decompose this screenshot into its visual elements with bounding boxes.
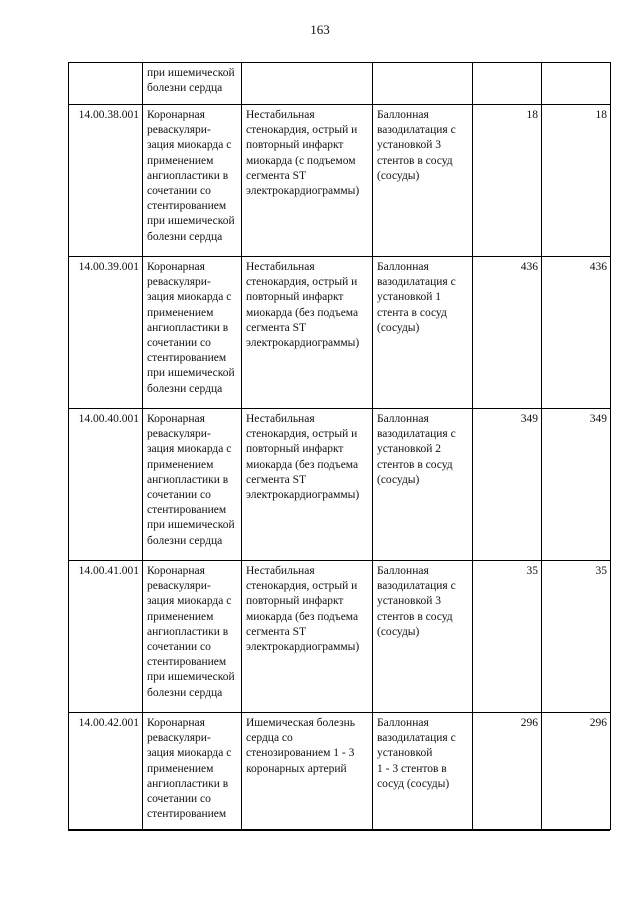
table-row — [69, 561, 611, 713]
service-name-line: болезни сердца — [147, 382, 223, 395]
diagnosis-line: повторный инфаркт — [246, 291, 344, 304]
treatment-method — [373, 409, 473, 561]
diagnosis-line: повторный инфаркт — [246, 595, 344, 608]
service-name — [143, 63, 242, 105]
service-name-line: при ишемической — [147, 67, 235, 79]
volume-value: 349 — [473, 409, 542, 561]
service-name — [143, 409, 242, 561]
service-name-line: реваскуляри- — [147, 732, 211, 745]
service-code: 14.00.38.001 — [69, 105, 143, 257]
service-name — [143, 713, 242, 830]
table-bottom-border — [68, 830, 610, 831]
diagnosis-line: повторный инфаркт — [246, 443, 344, 456]
service-name — [143, 257, 242, 409]
diagnosis-line: Нестабильная — [246, 413, 315, 425]
treatment-method-line: (сосуды) — [377, 169, 420, 182]
service-name-line: стентированием — [147, 808, 227, 821]
volume-total: 349 — [542, 409, 611, 561]
diagnosis-line: электрокардиограммы) — [246, 489, 360, 502]
treatment-method-line: установкой 3 — [377, 139, 441, 152]
diagnosis — [242, 713, 373, 830]
service-name-line: реваскуляри- — [147, 580, 211, 593]
diagnosis-line: Нестабильная — [246, 109, 315, 121]
service-name-line: Коронарная — [147, 565, 205, 577]
treatment-method-line: Баллонная — [377, 717, 429, 729]
service-name-line: болезни сердца — [147, 230, 223, 243]
service-code: 14.00.39.001 — [69, 257, 143, 409]
diagnosis-line: сегмента ST — [246, 169, 307, 182]
table-row — [69, 409, 611, 561]
diagnosis — [242, 63, 373, 105]
diagnosis-line: миокарда (без подъема — [246, 458, 359, 471]
volume-value: 436 — [473, 257, 542, 409]
diagnosis-line: стенокардия, острый и — [246, 428, 358, 441]
service-name-line: применением — [147, 762, 214, 775]
service-name-line: ангиопластики в — [147, 777, 229, 790]
service-name-line: стентированием — [147, 200, 227, 213]
service-name-line: сочетании со — [147, 641, 211, 654]
service-name-line: стентированием — [147, 504, 227, 517]
service-name-line: болезни сердца — [147, 82, 223, 95]
treatment-method-line: Баллонная — [377, 109, 429, 121]
volume-total: 18 — [542, 105, 611, 257]
volume-value — [473, 63, 542, 105]
treatment-method-line: установкой 3 — [377, 595, 441, 608]
service-name-line: стентированием — [147, 656, 227, 669]
service-name-line: зация миокарда с — [147, 291, 232, 304]
diagnosis-line: коронарных артерий — [246, 762, 347, 775]
service-name-line: при ишемической — [147, 215, 235, 228]
treatment-method-line: 1 - 3 стентов в — [377, 762, 447, 775]
service-name-line: болезни сердца — [147, 686, 223, 699]
service-name-line: реваскуляри- — [147, 124, 211, 137]
diagnosis-line: электрокардиограммы) — [246, 337, 360, 350]
treatment-method-line: стентов в сосуд — [377, 610, 453, 623]
treatment-method-line: вазодилатация с — [377, 428, 456, 441]
diagnosis-line: стенозированием 1 - 3 — [246, 747, 355, 760]
service-name-line: применением — [147, 154, 214, 167]
diagnosis-line: Нестабильная — [246, 261, 315, 273]
treatment-method-line: установкой — [377, 747, 433, 760]
service-name-line: Коронарная — [147, 413, 205, 425]
service-name-line: при ишемической — [147, 671, 235, 684]
treatment-method-line: установкой 1 — [377, 291, 441, 304]
treatment-method — [373, 561, 473, 713]
diagnosis — [242, 409, 373, 561]
diagnosis-line: миокарда (с подъемом — [246, 154, 356, 167]
service-name-line: Коронарная — [147, 261, 205, 273]
diagnosis-line: миокарда (без подъема — [246, 610, 359, 623]
diagnosis-line: миокарда (без подъема — [246, 306, 359, 319]
treatment-method-line: (сосуды) — [377, 321, 420, 334]
treatment-method-line: сосуд (сосуды) — [377, 777, 450, 790]
service-name-line: сочетании со — [147, 185, 211, 198]
service-name-line: ангиопластики в — [147, 321, 229, 334]
treatment-method-line: (сосуды) — [377, 625, 420, 638]
service-name-line: при ишемической — [147, 367, 235, 380]
treatment-method-line: установкой 2 — [377, 443, 441, 456]
diagnosis — [242, 561, 373, 713]
service-name-line: применением — [147, 306, 214, 319]
volume-total: 296 — [542, 713, 611, 830]
treatment-method-line: Баллонная — [377, 565, 429, 577]
service-name-line: болезни сердца — [147, 534, 223, 547]
diagnosis-line: Нестабильная — [246, 565, 315, 577]
diagnosis-line: стенокардия, острый и — [246, 124, 358, 137]
diagnosis-line: электрокардиограммы) — [246, 641, 360, 654]
diagnosis-line: сердца со — [246, 732, 293, 745]
treatment-method-line: вазодилатация с — [377, 124, 456, 137]
service-name-line: реваскуляри- — [147, 276, 211, 289]
diagnosis-line: сегмента ST — [246, 625, 307, 638]
diagnosis-line: электрокардиограммы) — [246, 185, 360, 198]
treatment-method — [373, 257, 473, 409]
service-code: 14.00.42.001 — [69, 713, 143, 830]
service-name-line: Коронарная — [147, 109, 205, 121]
diagnosis — [242, 105, 373, 257]
service-name-line: ангиопластики в — [147, 169, 229, 182]
treatment-method-line: Баллонная — [377, 261, 429, 273]
diagnosis-line: стенокардия, острый и — [246, 276, 358, 289]
service-name-line: при ишемической — [147, 519, 235, 532]
table-row — [69, 713, 611, 830]
service-name-line: сочетании со — [147, 337, 211, 350]
service-code — [69, 63, 143, 105]
table-row — [69, 63, 611, 105]
page-number: 163 — [310, 22, 330, 37]
treatment-method-line: стентов в сосуд — [377, 458, 453, 471]
service-name-line: зация миокарда с — [147, 139, 232, 152]
service-name-line: сочетании со — [147, 489, 211, 502]
diagnosis-line: сегмента ST — [246, 473, 307, 486]
diagnosis-line: сегмента ST — [246, 321, 307, 334]
service-name-line: зация миокарда с — [147, 595, 232, 608]
service-name-line: реваскуляри- — [147, 428, 211, 441]
diagnosis-line: повторный инфаркт — [246, 139, 344, 152]
treatment-method-line: вазодилатация с — [377, 276, 456, 289]
service-code: 14.00.40.001 — [69, 409, 143, 561]
service-name-line: применением — [147, 610, 214, 623]
table-body — [69, 63, 611, 830]
treatment-method-line: (сосуды) — [377, 473, 420, 486]
table-row — [69, 257, 611, 409]
treatment-method-line: Баллонная — [377, 413, 429, 425]
service-name-line: ангиопластики в — [147, 625, 229, 638]
treatment-method — [373, 713, 473, 830]
volume-value: 18 — [473, 105, 542, 257]
treatment-method-line: вазодилатация с — [377, 732, 456, 745]
treatment-method-line: вазодилатация с — [377, 580, 456, 593]
service-name-line: зация миокарда с — [147, 443, 232, 456]
service-name-line: Коронарная — [147, 717, 205, 729]
diagnosis-line: Ишемическая болезнь — [246, 717, 356, 729]
treatment-method — [373, 63, 473, 105]
diagnosis — [242, 257, 373, 409]
service-name-line: стентированием — [147, 352, 227, 365]
diagnosis-line: стенокардия, острый и — [246, 580, 358, 593]
service-code: 14.00.41.001 — [69, 561, 143, 713]
service-name-line: применением — [147, 458, 214, 471]
service-name-line: сочетании со — [147, 793, 211, 806]
volume-value: 296 — [473, 713, 542, 830]
volume-total: 436 — [542, 257, 611, 409]
medical-services-table — [68, 62, 611, 830]
service-name-line: ангиопластики в — [147, 473, 229, 486]
volume-value: 35 — [473, 561, 542, 713]
service-name — [143, 561, 242, 713]
table-row — [69, 105, 611, 257]
treatment-method-line: стентов в сосуд — [377, 154, 453, 167]
service-name — [143, 105, 242, 257]
treatment-method-line: стента в сосуд — [377, 306, 447, 319]
treatment-method — [373, 105, 473, 257]
volume-total: 35 — [542, 561, 611, 713]
volume-total — [542, 63, 611, 105]
service-name-line: зация миокарда с — [147, 747, 232, 760]
